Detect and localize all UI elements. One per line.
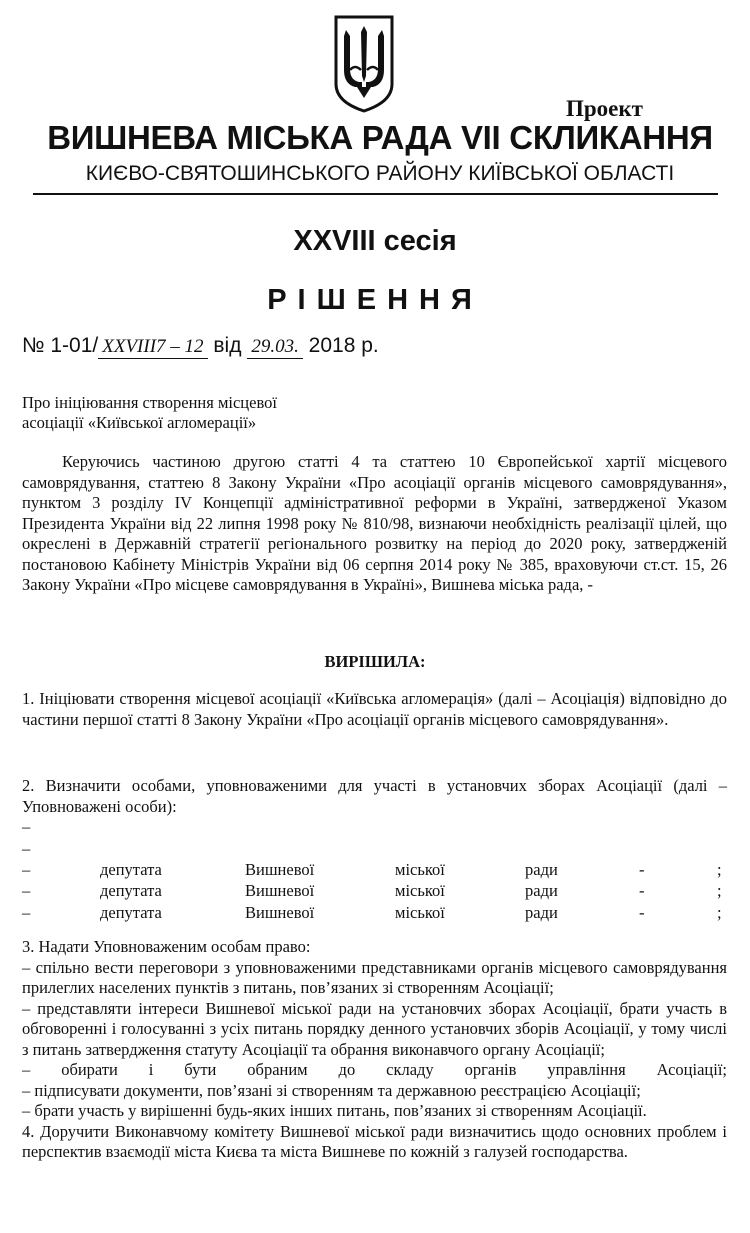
row-dash: – — [22, 860, 31, 879]
council-name: ВИШНЕВА МІСЬКА РАДА VII СКЛИКАННЯ — [47, 119, 713, 156]
deputy-row — [22, 903, 727, 923]
number-prefix: № 1-01/ — [22, 334, 99, 357]
handwritten-date: 29.03. — [247, 336, 303, 359]
row-word: Вишневої — [245, 903, 315, 922]
row-word: Вишневої — [245, 881, 315, 900]
date-prefix: від — [213, 334, 242, 357]
item-3 — [22, 937, 727, 1163]
row-word: ; — [717, 860, 722, 879]
row-word: депутата — [100, 903, 162, 922]
handwritten-number: XXVIII7 – 12 — [98, 336, 207, 359]
row-word: - — [639, 903, 645, 922]
item-3-bullet: – підписувати документи, пов’язані зі створенням та державною реєстрацією Асоціації; — [22, 1080, 641, 1100]
draft-label: Проект — [566, 96, 643, 121]
district-name: КИЄВО-СВЯТОШИНСЬКОГО РАЙОНУ КИЇВСЬКОЇ ОБЛАСТІ — [85, 162, 675, 185]
subject-line-2: асоціації «Київської агломерації» — [22, 413, 257, 432]
resolved-heading: ВИРІШИЛА: — [324, 652, 426, 671]
row-word: міської — [395, 860, 445, 879]
item-4: 4. Доручити Виконавчому комітету Вишневої міської ради визначитись щодо основних проблем і перспектив взаємодії міста Києва та міста Вишневе по кожній з галузей господарства. — [22, 1121, 727, 1161]
row-word: ; — [717, 881, 722, 900]
item-2: 2. Визначити особами, уповноваженими для участі в установчих зборах Асоціації (далі – Уповноважені особи): — [22, 776, 727, 816]
row-word: міської — [395, 881, 445, 900]
row-word: ; — [717, 903, 722, 922]
row-word: Вишневої — [245, 860, 315, 879]
header-divider — [33, 193, 718, 195]
subject-line-1: Про ініціювання створення місцевої — [22, 393, 277, 412]
row-dash: – — [22, 903, 31, 922]
blank-list-item: – — [22, 839, 31, 858]
row-word: ради — [525, 860, 558, 879]
deputy-row — [22, 860, 727, 880]
row-word: ради — [525, 903, 558, 922]
row-word: міської — [395, 903, 445, 922]
decision-title: РІШЕННЯ — [267, 284, 483, 316]
item-3-heading: 3. Надати Уповноваженим особам право: — [22, 937, 311, 956]
trident-emblem-icon — [333, 14, 395, 114]
row-word: ради — [525, 881, 558, 900]
row-word: депутата — [100, 860, 162, 879]
decision-number-line — [22, 334, 379, 359]
preamble-paragraph: Керуючись частиною другою статті 4 та статтею 10 Європейської хартії місцевого самоврядування, статтею 8 Закону України «Про асоціації органів місцевого самоврядування», пунктом 3 розділу IV Концепції адміністративної реформи в Україні, затвердженої Указом Президента України від 22 липня 1998 року № 810/98, визнаючи необхідність реалізації цілей, що окреслені в Державній стратегії регіонального розвитку на період до 2020 року, затвердженій постановою Кабінету Міністрів України від 06 серпня 2014 року № 385, враховуючи ст.ст. 15, 26 Закону України «Про місцеве самоврядування в Україні», Вишнева міська рада, - — [22, 452, 727, 594]
item-3-bullet: – представляти інтереси Вишневої міської ради на установчих зборах Асоціації, брати участь в обговоренні і голосуванні з усіх питань порядку денного установчих зборів Асоціації, у тому числі з питань затвердження статуту Асоціації та обрання виконавчого органу Асоціації; — [22, 998, 727, 1059]
item-3-bullet: – брати участь у вирішенні будь-яких інших питань, пов’язаних зі створенням Асоціації. — [22, 1101, 647, 1120]
deputy-row — [22, 881, 727, 901]
item-3-bullet: – спільно вести переговори з уповноваженими представниками органів місцевого самоврядування прилеглих населених пунктів з питань, пов’язаних зі створенням Асоціації; — [22, 957, 727, 997]
row-word: депутата — [100, 881, 162, 900]
row-word: - — [639, 881, 645, 900]
item-1: 1. Ініціювати створення місцевої асоціації «Київська агломерація» (далі – Асоціація) відповідно до частини першої статті 8 Закону України «Про асоціації органів місцевого самоврядування». — [22, 689, 727, 729]
blank-list-item: – — [22, 817, 31, 836]
item-3-bullet: – обирати і бути обраним до складу органів управління Асоціації; — [22, 1060, 727, 1079]
row-dash: – — [22, 881, 31, 900]
year: 2018 р. — [308, 334, 379, 357]
row-word: - — [639, 860, 645, 879]
decision-subject — [22, 393, 277, 433]
session-title: XXVIII сесія — [293, 225, 457, 257]
